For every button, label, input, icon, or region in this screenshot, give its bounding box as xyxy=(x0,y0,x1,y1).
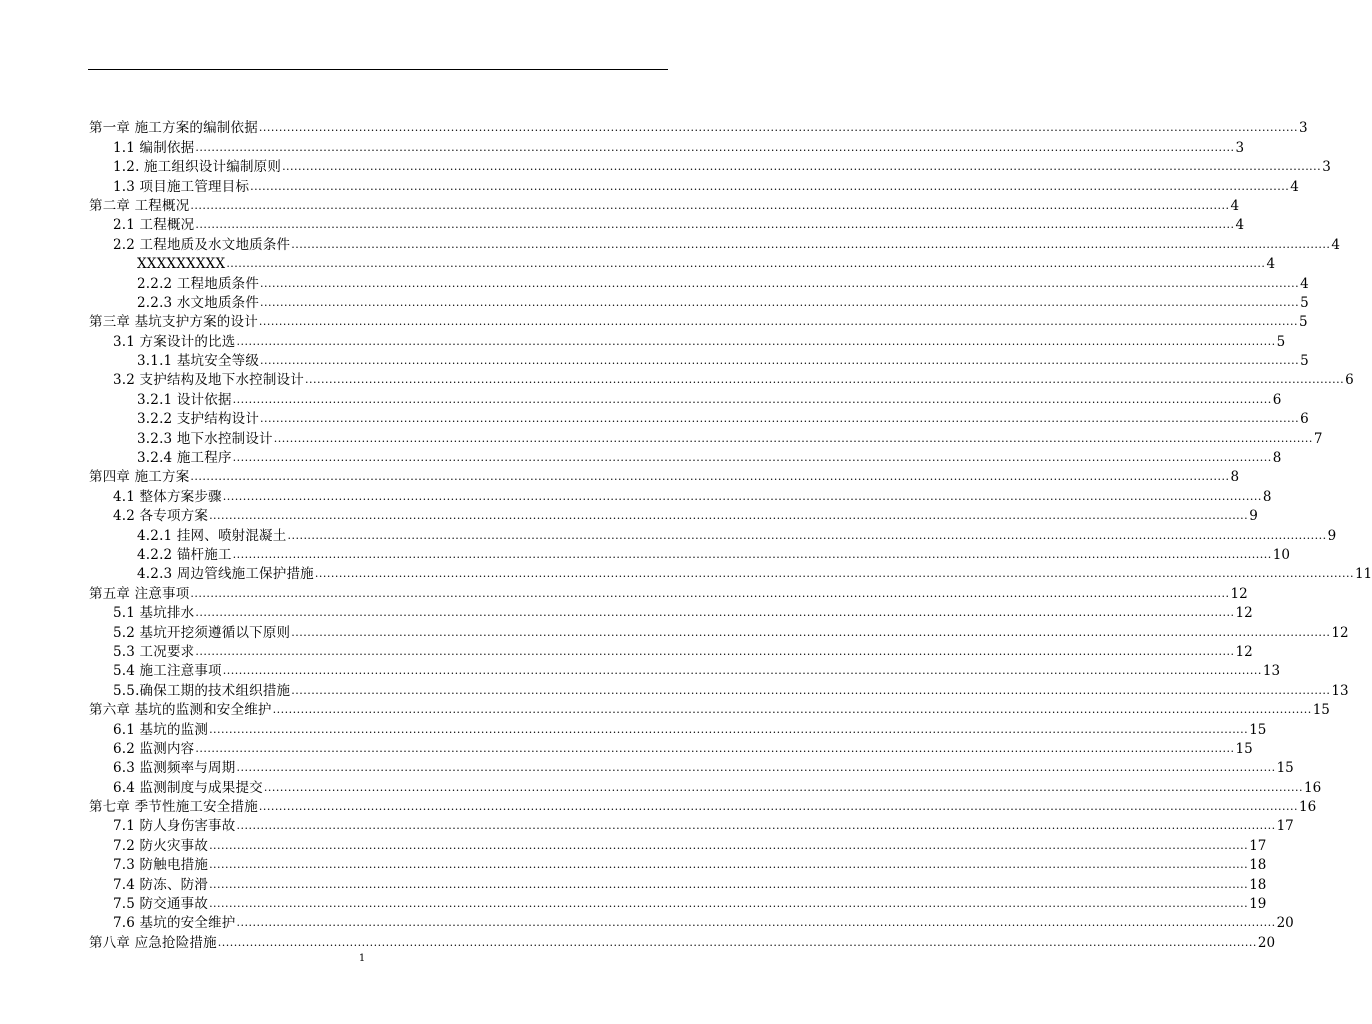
toc-entry-title: 3.2.3 地下水控制设计 xyxy=(137,430,273,447)
toc-dot-leader: .................................................................................................................................................................................................................................................................... xyxy=(190,470,1230,484)
toc-entry-page: 5 xyxy=(1276,333,1286,350)
toc-dot-leader: .................................................................................................................................................................................................................................................................... xyxy=(236,916,1276,930)
toc-entry[interactable] xyxy=(89,679,1349,699)
toc-entry-page: 4 xyxy=(1331,236,1340,253)
toc-entry-page: 16 xyxy=(1304,779,1322,796)
toc-entry-title: 4.1 整体方案步骤 xyxy=(113,488,222,505)
toc-entry[interactable] xyxy=(89,699,1330,719)
toc-entry[interactable] xyxy=(89,272,1309,292)
toc-entry-page: 16 xyxy=(1299,799,1317,816)
toc-entry[interactable] xyxy=(89,156,1331,176)
toc-entry-page: 12 xyxy=(1331,624,1349,641)
toc-entry[interactable] xyxy=(89,175,1299,195)
toc-entry-page: 6 xyxy=(1345,372,1354,389)
toc-entry-title: 6.3 监测频率与周期 xyxy=(113,760,236,777)
toc-dot-leader: .................................................................................................................................................................................................................................................................... xyxy=(260,412,1300,426)
toc-entry-title: 3.2.4 施工程序 xyxy=(137,450,232,467)
toc-entry[interactable] xyxy=(89,408,1309,428)
toc-dot-leader: .................................................................................................................................................................................................................................................................... xyxy=(190,586,1230,600)
toc-entry-title: 5.2 基坑开挖须遵循以下原则 xyxy=(113,624,291,641)
toc-dot-leader: .................................................................................................................................................................................................................................................................... xyxy=(236,819,1276,833)
toc-dot-leader: .................................................................................................................................................................................................................................................................... xyxy=(291,237,1331,251)
toc-entry-page: 12 xyxy=(1235,643,1253,660)
toc-dot-leader: .................................................................................................................................................................................................................................................................... xyxy=(222,664,1262,678)
toc-entry-title: 第八章 应急抢险措施 xyxy=(89,934,217,951)
toc-entry[interactable] xyxy=(89,854,1267,874)
toc-entry[interactable] xyxy=(89,388,1282,408)
toc-dot-leader: .................................................................................................................................................................................................................................................................... xyxy=(232,451,1272,465)
toc-entry-page: 4 xyxy=(1230,197,1240,214)
toc-entry-page: 5 xyxy=(1300,294,1309,311)
toc-dot-leader: .................................................................................................................................................................................................................................................................... xyxy=(250,179,1290,193)
toc-entry-page: 15 xyxy=(1249,721,1267,738)
toc-entry[interactable] xyxy=(89,136,1245,156)
toc-entry-page: 19 xyxy=(1249,896,1267,913)
toc-entry-title: 7.2 防火灾事故 xyxy=(113,837,209,854)
toc-entry[interactable] xyxy=(89,563,1372,583)
toc-entry-title: 6.4 监测制度与成果提交 xyxy=(113,779,263,796)
toc-entry-page: 8 xyxy=(1262,488,1272,505)
toc-dot-leader: .................................................................................................................................................................................................................................................................... xyxy=(195,140,1235,154)
toc-entry[interactable] xyxy=(89,602,1253,622)
toc-entry-title: 5.1 基坑排水 xyxy=(113,605,195,622)
toc-dot-leader: .................................................................................................................................................................................................................................................................... xyxy=(195,741,1235,755)
toc-entry-page: 15 xyxy=(1312,702,1330,719)
toc-entry-page: 4 xyxy=(1266,256,1276,273)
toc-entry-page: 7 xyxy=(1313,430,1323,447)
toc-entry-title: 第三章 基坑支护方案的设计 xyxy=(89,314,258,331)
toc-dot-leader: .................................................................................................................................................................................................................................................................... xyxy=(282,160,1322,174)
header-rule xyxy=(88,69,668,70)
toc-entry-page: 4 xyxy=(1290,178,1299,195)
toc-entry-title: 1.2. 施工组织设计编制原则 xyxy=(113,159,282,176)
toc-entry[interactable] xyxy=(89,582,1248,602)
toc-entry[interactable] xyxy=(89,505,1258,525)
toc-dot-leader: .................................................................................................................................................................................................................................................................... xyxy=(217,935,1257,949)
toc-entry[interactable] xyxy=(89,447,1282,467)
toc-entry-title: 3.2.2 支护结构设计 xyxy=(137,411,260,428)
toc-entry-page: 17 xyxy=(1276,818,1294,835)
toc-entry-title: 4.2.3 周边管线施工保护措施 xyxy=(137,566,314,583)
toc-entry[interactable] xyxy=(89,544,1290,563)
toc-entry-page: 15 xyxy=(1276,760,1294,777)
toc-entry[interactable] xyxy=(89,485,1272,505)
toc-entry[interactable] xyxy=(89,233,1340,253)
toc-dot-leader: .................................................................................................................................................................................................................................................................... xyxy=(260,295,1300,309)
toc-entry[interactable] xyxy=(89,195,1240,214)
toc-entry-title: 2.2.2 工程地质条件 xyxy=(137,275,260,292)
toc-entry-page: 6 xyxy=(1300,411,1309,428)
toc-entry[interactable] xyxy=(89,427,1323,447)
toc-entry-page: 18 xyxy=(1249,876,1267,893)
toc-dot-leader: .................................................................................................................................................................................................................................................................... xyxy=(195,218,1235,232)
toc-dot-leader: .................................................................................................................................................................................................................................................................... xyxy=(304,373,1345,387)
toc-entry[interactable] xyxy=(89,253,1276,273)
toc-entry-page: 17 xyxy=(1249,837,1267,854)
toc-dot-leader: .................................................................................................................................................................................................................................................................... xyxy=(258,315,1299,329)
toc-dot-leader: .................................................................................................................................................................................................................................................................... xyxy=(236,761,1276,775)
toc-entry-title: 3.2 支护结构及地下水控制设计 xyxy=(113,372,304,389)
toc-entry[interactable] xyxy=(89,641,1253,660)
toc-entry[interactable] xyxy=(89,369,1354,389)
toc-entry-page: 4 xyxy=(1235,217,1245,234)
toc-entry-title: 3.1 方案设计的比选 xyxy=(113,333,236,350)
toc-entry-title: 7.3 防触电措施 xyxy=(113,857,209,874)
toc-entry[interactable] xyxy=(89,931,1276,951)
toc-dot-leader: .................................................................................................................................................................................................................................................................... xyxy=(314,567,1354,581)
toc-entry[interactable] xyxy=(89,311,1308,331)
toc-entry[interactable] xyxy=(89,757,1294,777)
toc-entry-page: 13 xyxy=(1331,682,1349,699)
toc-dot-leader: .................................................................................................................................................................................................................................................................... xyxy=(291,625,1331,639)
toc-entry-title: 3.1.1 基坑安全等级 xyxy=(137,353,260,370)
toc-entry[interactable] xyxy=(89,912,1294,932)
toc-entry-title: 1.1 编制依据 xyxy=(113,139,195,156)
toc-entry-title: 6.1 基坑的监测 xyxy=(113,721,209,738)
toc-entry-title: 第五章 注意事项 xyxy=(89,585,190,602)
toc-entry-title: 7.6 基坑的安全维护 xyxy=(113,915,236,932)
toc-entry-title: 5.5.确保工期的技术组织措施 xyxy=(113,682,291,699)
toc-entry-page: 20 xyxy=(1276,915,1294,932)
toc-dot-leader: .................................................................................................................................................................................................................................................................... xyxy=(226,257,1266,271)
toc-entry[interactable] xyxy=(89,738,1253,757)
toc-entry[interactable] xyxy=(89,524,1337,544)
toc-entry[interactable] xyxy=(89,466,1240,486)
toc-dot-leader: .................................................................................................................................................................................................................................................................... xyxy=(195,644,1235,658)
toc-entry[interactable] xyxy=(89,796,1317,816)
toc-entry[interactable] xyxy=(89,776,1322,796)
toc-entry-title: 6.2 监测内容 xyxy=(113,740,195,757)
toc-entry[interactable] xyxy=(89,718,1267,738)
toc-entry[interactable] xyxy=(89,621,1349,641)
toc-entry-title: 4.2.1 挂网、喷射混凝土 xyxy=(137,527,287,544)
toc-dot-leader: .................................................................................................................................................................................................................................................................... xyxy=(260,354,1300,368)
toc-dot-leader: .................................................................................................................................................................................................................................................................... xyxy=(287,528,1327,542)
toc-entry-title: 2.2 工程地质及水文地质条件 xyxy=(113,236,291,253)
toc-entry-title: 第四章 施工方案 xyxy=(89,469,190,486)
toc-entry[interactable] xyxy=(89,873,1267,893)
toc-entry[interactable] xyxy=(89,350,1309,370)
toc-dot-leader: .................................................................................................................................................................................................................................................................... xyxy=(258,121,1299,135)
toc-dot-leader: .................................................................................................................................................................................................................................................................... xyxy=(209,509,1249,523)
toc-entry[interactable] xyxy=(89,117,1308,137)
toc-entry-title: 第七章 季节性施工安全措施 xyxy=(89,799,258,816)
toc-entry-page: 8 xyxy=(1272,450,1282,467)
toc-entry-title: 7.1 防人身伤害事故 xyxy=(113,818,236,835)
toc-entry-page: 3 xyxy=(1299,120,1308,137)
toc-dot-leader: .................................................................................................................................................................................................................................................................... xyxy=(190,198,1230,212)
toc-entry-title: 2.2.3 水文地质条件 xyxy=(137,294,260,311)
toc-entry[interactable] xyxy=(89,834,1267,854)
toc-entry-title: 3.2.1 设计依据 xyxy=(137,391,232,408)
toc-entry-page: 6 xyxy=(1272,391,1282,408)
toc-dot-leader: .................................................................................................................................................................................................................................................................... xyxy=(209,722,1249,736)
toc-entry[interactable] xyxy=(89,330,1286,350)
toc-entry-page: 18 xyxy=(1249,857,1267,874)
toc-entry-title: 5.3 工况要求 xyxy=(113,643,195,660)
toc-entry-page: 9 xyxy=(1249,508,1258,525)
toc-dot-leader: .................................................................................................................................................................................................................................................................... xyxy=(195,606,1235,620)
toc-entry-page: 20 xyxy=(1257,934,1276,951)
toc-dot-leader: .................................................................................................................................................................................................................................................................... xyxy=(258,800,1299,814)
toc-entry-page: 13 xyxy=(1262,663,1281,680)
toc-dot-leader: .................................................................................................................................................................................................................................................................... xyxy=(209,838,1249,852)
toc-dot-leader: .................................................................................................................................................................................................................................................................... xyxy=(236,334,1276,348)
toc-dot-leader: .................................................................................................................................................................................................................................................................... xyxy=(209,897,1249,911)
toc-entry[interactable] xyxy=(89,660,1281,680)
toc-entry[interactable] xyxy=(89,893,1267,913)
toc-entry[interactable] xyxy=(89,214,1245,234)
table-of-contents xyxy=(89,117,1372,951)
toc-entry-page: 15 xyxy=(1235,740,1253,757)
toc-entry-page: 9 xyxy=(1327,527,1337,544)
toc-entry-page: 5 xyxy=(1300,353,1309,370)
toc-dot-leader: .................................................................................................................................................................................................................................................................... xyxy=(222,489,1262,503)
toc-entry-title: 第二章 工程概况 xyxy=(89,197,190,214)
toc-entry[interactable] xyxy=(89,292,1309,311)
toc-dot-leader: .................................................................................................................................................................................................................................................................... xyxy=(232,392,1272,406)
page-number: 1 xyxy=(358,953,366,964)
toc-entry-page: 4 xyxy=(1300,275,1309,292)
toc-dot-leader: .................................................................................................................................................................................................................................................................... xyxy=(209,858,1249,872)
toc-entry-title: 4.2.2 锚杆施工 xyxy=(137,546,232,563)
toc-entry-title: 1.3 项目施工管理目标 xyxy=(113,178,250,195)
toc-entry-title: XXXXXXXXX xyxy=(137,256,226,273)
toc-entry-page: 12 xyxy=(1235,605,1253,622)
toc-entry-page: 10 xyxy=(1272,546,1290,563)
toc-entry-page: 5 xyxy=(1299,314,1308,331)
toc-entry-title: 第六章 基坑的监测和安全维护 xyxy=(89,702,272,719)
toc-entry-title: 2.1 工程概况 xyxy=(113,217,195,234)
toc-dot-leader: .................................................................................................................................................................................................................................................................... xyxy=(273,431,1313,445)
toc-entry-title: 4.2 各专项方案 xyxy=(113,508,209,525)
toc-entry-page: 12 xyxy=(1230,585,1248,602)
toc-entry-page: 3 xyxy=(1235,139,1245,156)
toc-entry-page: 8 xyxy=(1230,469,1240,486)
toc-dot-leader: .................................................................................................................................................................................................................................................................... xyxy=(260,276,1300,290)
toc-entry-page: 3 xyxy=(1322,159,1331,176)
toc-dot-leader: .................................................................................................................................................................................................................................................................... xyxy=(263,780,1303,794)
toc-dot-leader: .................................................................................................................................................................................................................................................................... xyxy=(272,703,1312,717)
toc-dot-leader: .................................................................................................................................................................................................................................................................... xyxy=(232,547,1272,561)
toc-dot-leader: .................................................................................................................................................................................................................................................................... xyxy=(291,683,1331,697)
toc-entry-title: 第一章 施工方案的编制依据 xyxy=(89,120,258,137)
toc-entry-title: 5.4 施工注意事项 xyxy=(113,663,222,680)
toc-entry-page: 11 xyxy=(1354,566,1372,583)
toc-entry-title: 7.5 防交通事故 xyxy=(113,896,209,913)
toc-dot-leader: .................................................................................................................................................................................................................................................................... xyxy=(209,877,1249,891)
toc-entry-title: 7.4 防冻、防滑 xyxy=(113,876,209,893)
toc-entry[interactable] xyxy=(89,815,1294,835)
